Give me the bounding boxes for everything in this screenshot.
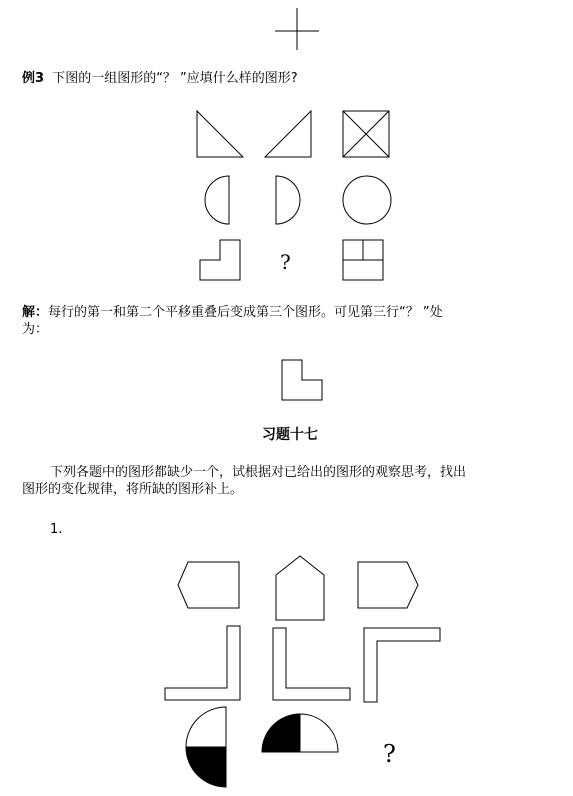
grid-question-mark: ?: [280, 250, 291, 274]
solution-label: 解：: [22, 305, 49, 320]
semicircle-shape-2: [262, 714, 338, 752]
pentagon-house: [276, 556, 324, 620]
example-question-text: 下图的一组图形的“？ ”应填什么样的图形?: [52, 71, 298, 86]
exercise-intro-line-1: 下列各题中的图形都缺少一个，试根据对已给出的图形的观察思考，找出: [50, 465, 467, 480]
exercise-title: 习题十七: [262, 427, 318, 443]
l-bar: [273, 628, 350, 700]
example-label: 例3: [22, 71, 45, 86]
quarter-circle-shape-1: [186, 707, 226, 787]
l-bar-mirrored: [165, 626, 240, 700]
solution-line-2: 为：: [22, 322, 49, 337]
hexagon-right-point: [358, 562, 418, 608]
item-number: 1.: [50, 522, 63, 537]
hexagon-left-point: [178, 562, 239, 608]
solution-text: 每行的第一和第二个平移重叠后变成第三个图形。可见第三行“？ ”处: [48, 305, 443, 320]
l-bar-rotated: [364, 628, 440, 702]
exercise-intro-line-2: 图形的变化规律，将所缺的图形补上。: [22, 482, 244, 497]
exercise-question-mark: ?: [383, 740, 396, 768]
